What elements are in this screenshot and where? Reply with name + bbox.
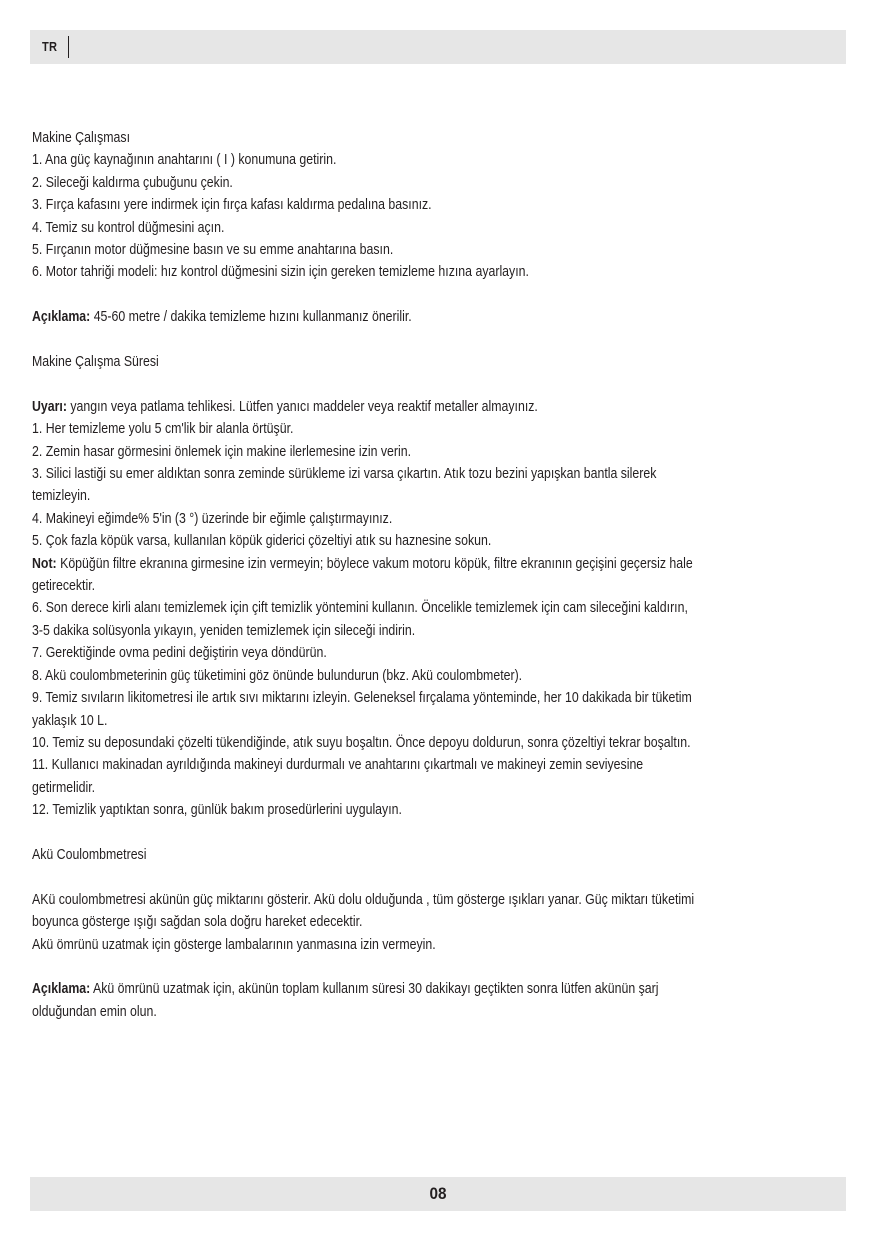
- item-7: 7. Gerektiğinde ovma pedini değiştirin veya döndürün.: [32, 645, 327, 662]
- note-label: Açıklama:: [32, 309, 91, 326]
- battery-para-line-b: boyunca gösterge ışığı sağdan sola doğru hareket edecektir.: [32, 914, 363, 931]
- item-11-line-a: 11. Kullanıcı makinadan ayrıldığında makineyi durdurmalı ve anahtarını çıkartmalı ve makineyi zemin seviyesine: [32, 757, 644, 774]
- not-text: Köpüğün filtre ekranına girmesine izin vermeyin; böylece vakum motoru köpük, filtre ekranının geçişini geçersiz hale: [56, 555, 693, 572]
- not-label: Not:: [32, 555, 57, 572]
- item-4: 4. Makineyi eğimde% 5'in (3 °) üzerinde bir eğimle çalıştırmayınız.: [32, 510, 393, 527]
- item-1: 1. Her temizleme yolu 5 cm'lik bir alanla örtüşür.: [32, 421, 294, 438]
- item-2: 2. Zemin hasar görmesini önlemek için makine ilerlemesine izin verin.: [32, 443, 412, 460]
- battery-note-line-a: [32, 978, 716, 1000]
- step-2: 2. Sileceği kaldırma çubuğunu çekin.: [32, 174, 233, 191]
- step-1: 1. Ana güç kaynağının anahtarını ( I ) konumuna getirin.: [32, 152, 337, 169]
- header-divider: [68, 36, 69, 58]
- page-footer: [30, 1177, 846, 1211]
- section-title-operation-time: Makine Çalışma Süresi: [32, 354, 159, 371]
- speed-note: [32, 306, 716, 328]
- item-3-line-a: 3. Silici lastiği su emer aldıktan sonra zeminde sürükleme izi varsa çıkartın. Atık tozu bezini yapışkan bantla silerek: [32, 466, 657, 483]
- step-4: 4. Temiz su kontrol düğmesini açın.: [32, 219, 225, 236]
- step-5: 5. Fırçanın motor düğmesine basın ve su emme anahtarına basın.: [32, 242, 394, 259]
- spacer: [32, 373, 716, 395]
- warning-label: Uyarı:: [32, 398, 67, 415]
- item-6-line-b: 3-5 dakika solüsyonla yıkayın, yeniden temizlemek için sileceği indirin.: [32, 622, 416, 639]
- step-6: 6. Motor tahriği modeli: hız kontrol düğmesini sizin için gereken temizleme hızına ayarlayın.: [32, 264, 529, 281]
- battery-note-label: Açıklama:: [32, 981, 91, 998]
- item-11-line-b: getirmelidir.: [32, 779, 96, 796]
- spacer: [32, 866, 716, 888]
- item-5: 5. Çok fazla köpük varsa, kullanılan köpük giderici çözeltiyi atık su haznesine sokun.: [32, 533, 492, 550]
- spacer: [32, 822, 716, 844]
- battery-note-line-b: olduğundan emin olun.: [32, 1003, 157, 1020]
- spacer: [32, 284, 716, 306]
- page-header: [30, 30, 846, 64]
- spacer: [32, 956, 716, 978]
- language-code: TR: [42, 39, 58, 54]
- item-8: 8. Akü coulombmeterinin güç tüketimini göz önünde bulundurun (bkz. Akü coulombmeter).: [32, 667, 523, 684]
- section-title-battery-meter: Akü Coulombmetresi: [32, 846, 147, 863]
- item-10: 10. Temiz su deposundaki çözelti tükendiğinde, atık suyu boşaltın. Önce depoyu doldurun, sonra çözeltiyi tekrar boşaltın.: [32, 734, 691, 751]
- note-text: 45-60 metre / dakika temizleme hızını kullanmanız önerilir.: [90, 309, 412, 326]
- item-3-line-b: temizleyin.: [32, 488, 91, 505]
- section-title-machine-operation: Makine Çalışması: [32, 130, 131, 146]
- battery-para-line-a: AKü coulombmetresi akünün güç miktarını gösterir. Akü dolu olduğunda , tüm gösterge ışıkları yanar. Güç miktarı tüketimi: [32, 891, 695, 908]
- page-content: [32, 127, 842, 1023]
- item-9-line-b: yaklaşık 10 L.: [32, 712, 108, 729]
- item-9-line-a: 9. Temiz sıvıların likitometresi ile artık sıvı miktarını izleyin. Geleneksel fırçalama yönteminde, her 10 dakikada bir tüketim: [32, 690, 692, 707]
- spacer: [32, 329, 716, 351]
- step-3: 3. Fırça kafasını yere indirmek için fırça kafası kaldırma pedalına basınız.: [32, 197, 432, 214]
- warning-line: [32, 396, 716, 418]
- battery-para-2: Akü ömrünü uzatmak için gösterge lambalarının yanmasına izin vermeyin.: [32, 936, 436, 953]
- page-number: 08: [429, 1184, 447, 1203]
- item-6-line-a: 6. Son derece kirli alanı temizlemek için çift temizlik yöntemini kullanın. Öncelikle temizlemek için cam sileceğini kaldırın,: [32, 600, 688, 617]
- warning-text: yangın veya patlama tehlikesi. Lütfen yanıcı maddeler veya reaktif metaller almayınız.: [66, 398, 538, 415]
- battery-note-text: Akü ömrünü uzatmak için, akünün toplam kullanım süresi 30 dakikayı geçtikten sonra lütfen akünün şarj: [90, 981, 659, 998]
- item-12: 12. Temizlik yaptıktan sonra, günlük bakım prosedürlerini uygulayın.: [32, 802, 402, 819]
- not-line-b: getirecektir.: [32, 578, 96, 595]
- not-line-a: [32, 553, 716, 575]
